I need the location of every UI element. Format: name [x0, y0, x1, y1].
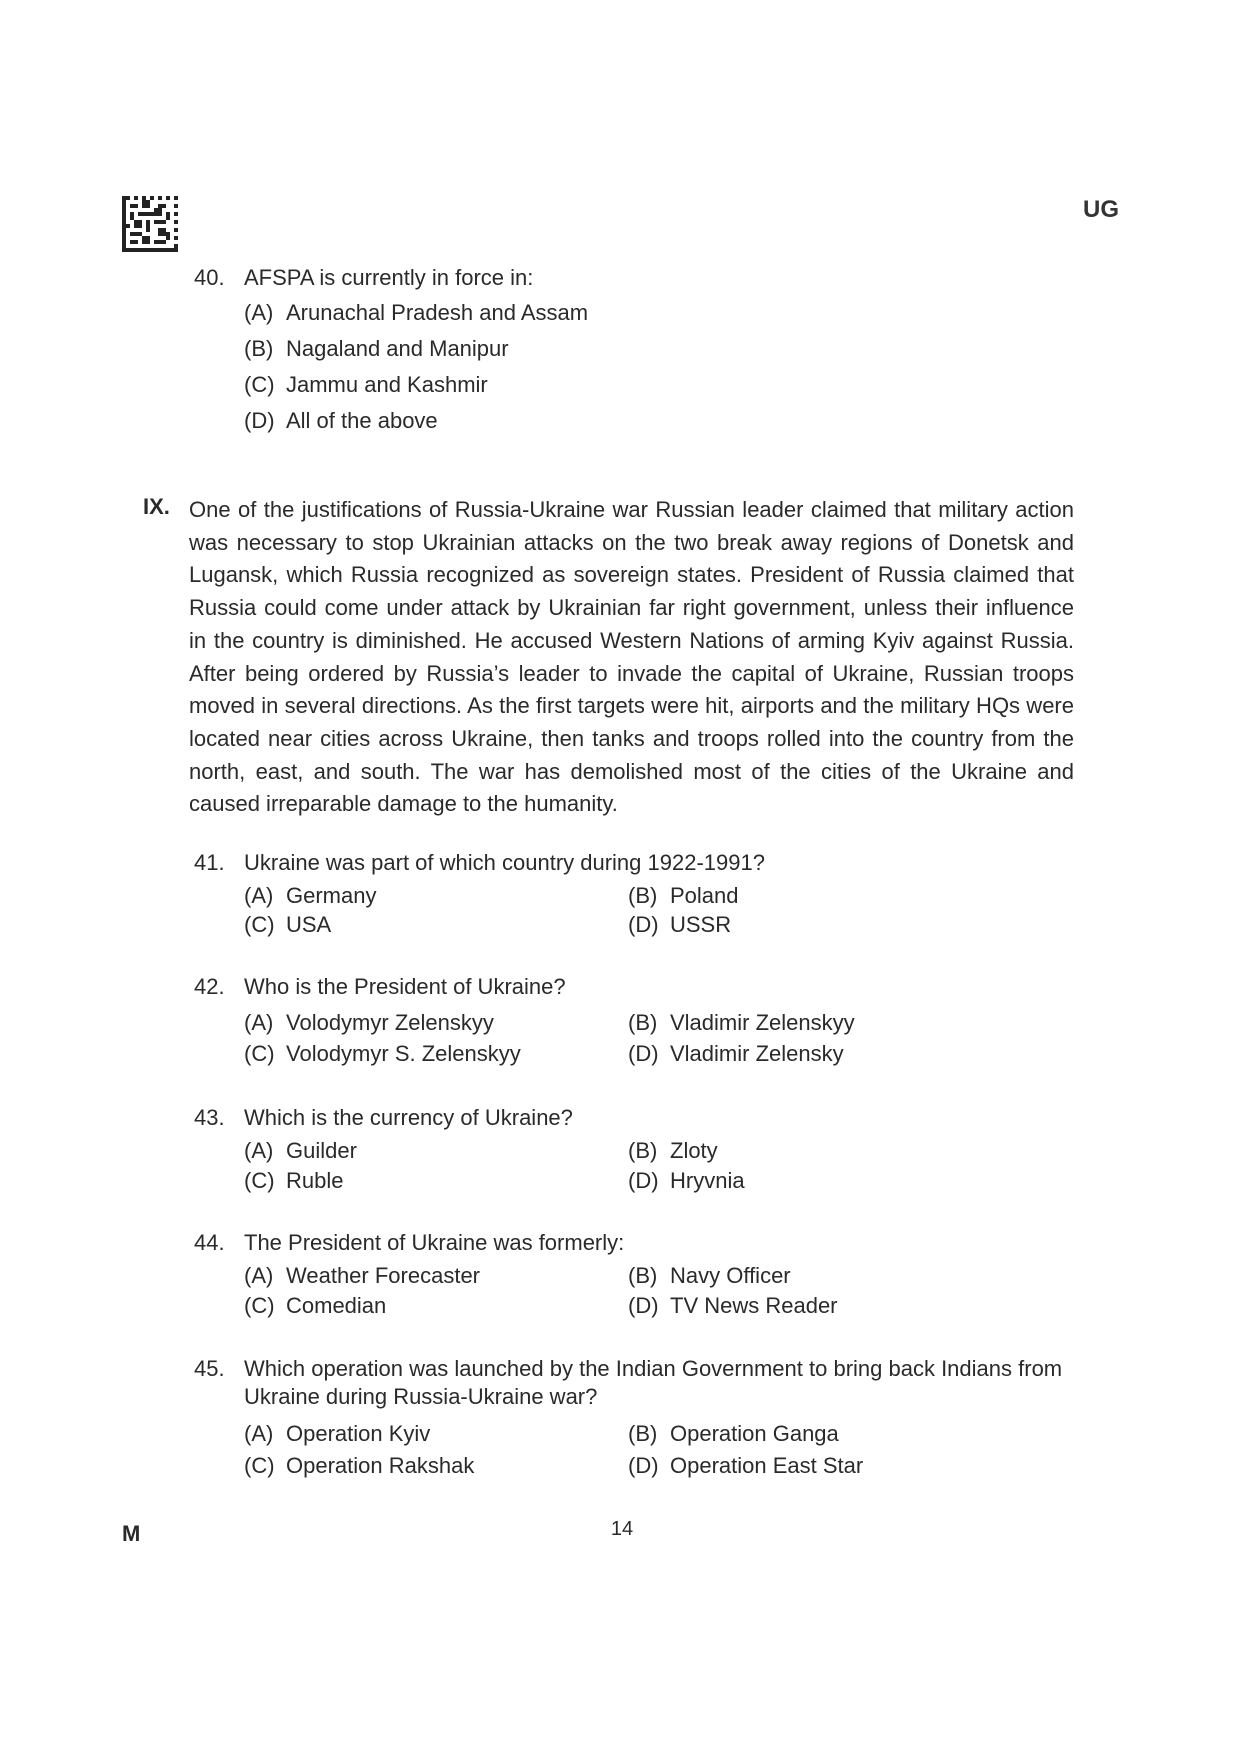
question-45 [194, 1355, 1074, 1411]
option-label: (D) [628, 1453, 659, 1478]
option-43-b [628, 1137, 718, 1165]
question-number: 42. [194, 974, 225, 999]
option-42-c [244, 1040, 521, 1068]
option-45-b [628, 1420, 839, 1448]
option-label: (C) [244, 372, 275, 397]
option-label: (A) [244, 883, 274, 908]
option-label: (D) [628, 1041, 659, 1066]
option-text: Vladimir Zelenskyy [670, 1010, 855, 1035]
option-text: Germany [286, 883, 377, 908]
option-text: Ruble [286, 1168, 344, 1193]
option-45-d [628, 1452, 863, 1480]
option-44-d [628, 1292, 838, 1320]
option-label: (A) [244, 300, 274, 325]
option-text: Vladimir Zelensky [670, 1041, 844, 1066]
option-text: Hryvnia [670, 1168, 745, 1193]
option-text: Comedian [286, 1293, 387, 1318]
page-number: 14 [610, 1518, 634, 1540]
option-label: (D) [628, 1293, 659, 1318]
question-43 [194, 1104, 573, 1132]
option-45-a [244, 1420, 430, 1448]
datamatrix-code-icon [122, 196, 178, 252]
option-label: (D) [628, 912, 659, 937]
option-label: (B) [628, 1010, 658, 1035]
question-text: AFSPA is currently in force in: [244, 265, 534, 290]
option-42-b [628, 1009, 855, 1037]
option-41-b [628, 882, 739, 910]
option-40-a [244, 299, 588, 327]
question-number: 43. [194, 1105, 225, 1130]
option-label: (C) [244, 1293, 275, 1318]
option-41-c [244, 911, 331, 939]
option-42-d [628, 1040, 844, 1068]
passage: One of the justifications of Russia-Ukraine war Russian leader claimed that military action was necessary to stop Ukrainian attacks on the two break away regions of Donetsk and Lugansk, which Russia recognized as sovereign states. President of Russia claimed that Russia could come under attack by Ukrainian far right government, unless their influence in the country is diminished. He accused Western Nations of arming Kyiv against Russia. After being ordered by Russia’s leader to invade the capital of Ukraine, Russian troops moved in several directions. As the first targets were hit, airports and the military HQs were located near cities across Ukraine, then tanks and troops rolled into the country from the north, east, and south. The war has demolished most of the cities of the Ukraine and caused irreparable damage to the humanity. [189, 497, 1074, 817]
option-40-c [244, 371, 488, 399]
option-label: (C) [244, 912, 275, 937]
option-text: TV News Reader [670, 1293, 838, 1318]
question-text: Ukraine was part of which country during 1922-1991? [244, 850, 765, 875]
option-label: (D) [244, 408, 275, 433]
option-42-a [244, 1009, 494, 1037]
option-text: Zloty [670, 1138, 718, 1163]
series-code: M [122, 1521, 141, 1546]
option-label: (B) [628, 1138, 658, 1163]
option-label: (A) [244, 1263, 274, 1288]
option-40-b [244, 335, 509, 363]
paper-code: UG [1083, 196, 1119, 223]
option-text: Weather Forecaster [286, 1263, 481, 1288]
option-label: (B) [244, 336, 274, 361]
option-43-a [244, 1137, 357, 1165]
option-text: Navy Officer [670, 1263, 791, 1288]
option-text: Operation East Star [670, 1453, 864, 1478]
option-44-c [244, 1292, 386, 1320]
option-label: (B) [628, 883, 658, 908]
option-label: (C) [244, 1168, 275, 1193]
question-text: The President of Ukraine was formerly: [244, 1230, 625, 1255]
option-text: Jammu and Kashmir [286, 372, 488, 397]
question-number: 45. [194, 1356, 225, 1381]
question-44 [194, 1229, 624, 1257]
option-label: (A) [244, 1010, 274, 1035]
question-42 [194, 973, 566, 1001]
question-text: Which is the currency of Ukraine? [244, 1105, 573, 1130]
option-text: Arunachal Pradesh and Assam [286, 300, 589, 325]
question-number: 41. [194, 850, 225, 875]
option-44-a [244, 1262, 480, 1290]
question-number: 40. [194, 265, 225, 290]
question-40 [194, 264, 533, 292]
question-text: Which operation was launched by the Indian Government to bring back Indians from Ukraine during Russia-Ukraine war? [244, 1356, 1063, 1409]
option-text: Operation Kyiv [286, 1421, 431, 1446]
question-text: Who is the President of Ukraine? [244, 974, 566, 999]
option-41-a [244, 882, 376, 910]
option-text: Volodymyr Zelenskyy [286, 1010, 494, 1035]
option-label: (B) [628, 1421, 658, 1446]
option-44-b [628, 1262, 791, 1290]
section-numeral: IX. [143, 494, 170, 519]
option-text: Nagaland and Manipur [286, 336, 509, 361]
option-label: (B) [628, 1263, 658, 1288]
option-label: (C) [244, 1453, 275, 1478]
option-text: Volodymyr S. Zelenskyy [286, 1041, 521, 1066]
option-45-c [244, 1452, 474, 1480]
question-number: 44. [194, 1230, 225, 1255]
question-41 [194, 849, 765, 877]
option-43-d [628, 1167, 745, 1195]
option-text: Guilder [286, 1138, 357, 1163]
option-label: (C) [244, 1041, 275, 1066]
option-text: Operation Ganga [670, 1421, 839, 1446]
option-43-c [244, 1167, 343, 1195]
option-label: (D) [628, 1168, 659, 1193]
option-text: Poland [670, 883, 739, 908]
option-40-d [244, 407, 438, 435]
option-label: (A) [244, 1421, 274, 1446]
option-label: (A) [244, 1138, 274, 1163]
option-text: USA [286, 912, 332, 937]
option-text: All of the above [286, 408, 438, 433]
option-41-d [628, 911, 731, 939]
option-text: Operation Rakshak [286, 1453, 475, 1478]
option-text: USSR [670, 912, 732, 937]
